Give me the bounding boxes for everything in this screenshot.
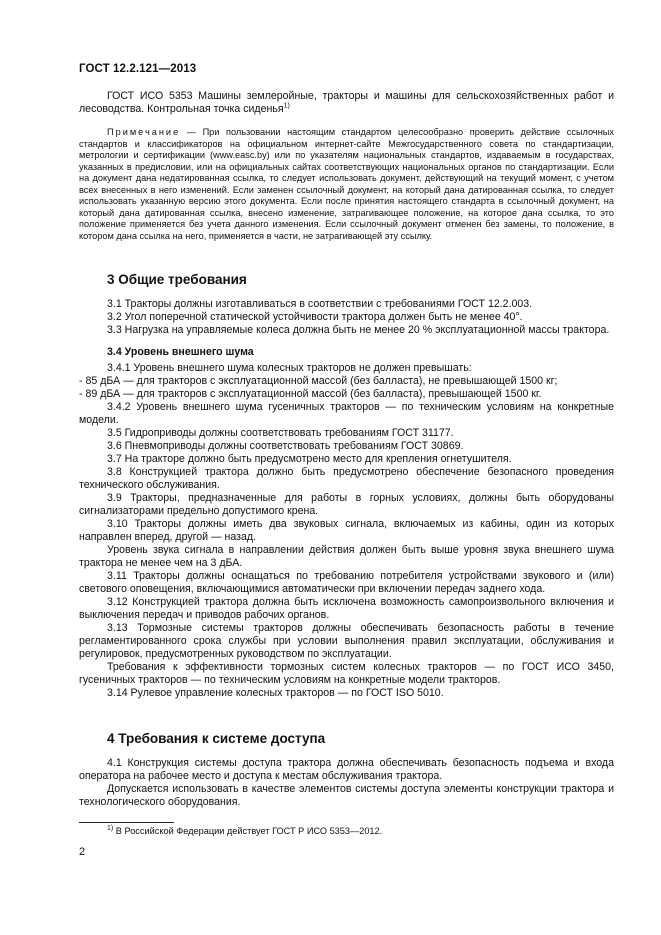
footnote-mark: 1)	[283, 102, 290, 110]
clause-3-1: 3.1 Тракторы должны изготавливаться в соответствии с требованиями ГОСТ 12.2.003.	[107, 298, 533, 310]
section-4-body	[79, 757, 614, 809]
footnote-text: В Российской Федерации действует ГОСТ Р ИСО 5353—2012.	[113, 826, 383, 836]
note-text: При пользовании настоящим стандартом целесообразно проверить действие ссылочных стандартов и классификаторов на официальном интернет-сайте Межгосударственного совета по стандартизации, метрологии и сертификации (www.easc.by) или по указателям национальных стандартов, издаваемым в государствах, указанных в предисловии, или на официальных сайтах соответствующих национальных органов по стандартизации. Если на документ дана недатированная ссылка, то следует использовать документ, действующий на текущий момент, с учетом всех внесенных в него изменений. Если заменен ссылочный документ, на который дана датированная ссылка, то следует использовать указанную версию этого документа. Если после принятия настоящего стандарта в ссылочный документ, на который дана датированная ссылка, внесено изменение, затрагивающее положение, на которое дана ссылка, то это положение применяется без учета данного изменения. Если ссылочный документ отменен без замены, то положение, в котором дана ссылка на него, применяется в части, не затрагивающей эту ссылку.	[79, 127, 614, 241]
note-dash: —	[180, 127, 203, 137]
clause-3-13-brakes: Требования к эффективности тормозных систем колесных тракторов — по ГОСТ ИСО 3450, гусеничных тракторов — по техническим условиям на конкретные модели тракторов.	[79, 661, 614, 686]
clause-3-14: 3.14 Рулевое управление колесных тракторов — по ГОСТ ISO 5010.	[107, 687, 444, 699]
footnote-number: 1)	[107, 824, 114, 832]
clause-3-8: 3.8 Конструкцией трактора должно быть предусмотрено обеспечение безопасного проведения технического обслуживания.	[79, 466, 614, 491]
bullet-85dba: - 85 дБА — для тракторов с эксплуатационной массой (без балласта), не превышающей 1500 кг;	[79, 375, 558, 387]
normative-reference	[79, 90, 614, 116]
section-3-body	[79, 298, 614, 700]
clause-3-11: 3.11 Тракторы должны оснащаться по требованию потребителя устройствами звукового и (или) светового оповещения, включающимися автоматически при включении передач заднего хода.	[79, 570, 614, 595]
clause-3-2: 3.2 Угол поперечной статической устойчивости трактора должен быть не менее 40°.	[107, 311, 523, 323]
clause-3-4-1: 3.4.1 Уровень внешнего шума колесных тракторов не должен превышать:	[107, 362, 472, 374]
clause-3-10: 3.10 Тракторы должны иметь два звуковых сигнала, включаемых из кабины, один из которых направлен вперед, другой — назад.	[79, 518, 614, 543]
clause-3-3: 3.3 Нагрузка на управляемые колеса должна быть не менее 20 % эксплуатационной массы трактора.	[107, 324, 610, 336]
clause-3-12: 3.12 Конструкцией трактора должна быть исключена возможность самопроизвольного включения и выключения передач и приводов рабочих органов.	[79, 596, 614, 621]
clause-3-13: 3.13 Тормозные системы тракторов должны обеспечивать безопасность работы в течение регламентированного срока службы при условии выполнения правил эксплуатации, обслуживания и регулировок, предусмотренных руководством по эксплуатации.	[79, 622, 614, 660]
note-block	[79, 127, 614, 242]
page-number: 2	[79, 846, 86, 858]
clause-3-4-2: 3.4.2 Уровень внешнего шума гусеничных тракторов — по техническим условиям на конкретные модели.	[79, 401, 614, 426]
clause-4-1-access: Допускается использовать в качестве элементов системы доступа элементы конструкции трактора и технологического оборудования.	[79, 783, 614, 808]
subsection-3-4-heading: 3.4 Уровень внешнего шума	[107, 346, 254, 358]
clause-4-1: 4.1 Конструкция системы доступа трактора должна обеспечивать безопасность подъема и входа оператора на рабочее место и доступа к местам обслуживания трактора.	[79, 757, 614, 782]
footnote	[107, 826, 382, 836]
clause-3-7: 3.7 На тракторе должно быть предусмотрено место для крепления огнетушителя.	[107, 453, 512, 465]
section-3-heading: 3 Общие требования	[107, 272, 247, 287]
note-label: Примечание	[107, 127, 181, 137]
clause-3-6: 3.6 Пневмоприводы должны соответствовать требованиям ГОСТ 30869.	[107, 440, 464, 452]
footnote-divider	[79, 822, 174, 823]
section-4-heading: 4 Требования к системе доступа	[107, 731, 326, 746]
bullet-89dba: - 89 дБА — для тракторов с эксплуатационной массой (без балласта), превышающей 1500 кг.	[79, 388, 542, 400]
document-header: ГОСТ 12.2.121—2013	[79, 63, 197, 75]
clause-3-10-level: Уровень звука сигнала в направлении действия должен быть выше уровня звука внешнего шума трактора не менее чем на 3 дБА.	[79, 544, 614, 569]
clause-3-5: 3.5 Гидроприводы должны соответствовать требованиям ГОСТ 31177.	[107, 427, 454, 439]
reference-text: ГОСТ ИСО 5353 Машины землеройные, тракторы и машины для сельскохозяйственных работ и лесоводства. Контрольная точка сиденья	[79, 90, 614, 115]
clause-3-9: 3.9 Тракторы, предназначенные для работы в горных условиях, должны быть оборудованы сигнализаторами предельно допустимого крена.	[79, 492, 614, 517]
